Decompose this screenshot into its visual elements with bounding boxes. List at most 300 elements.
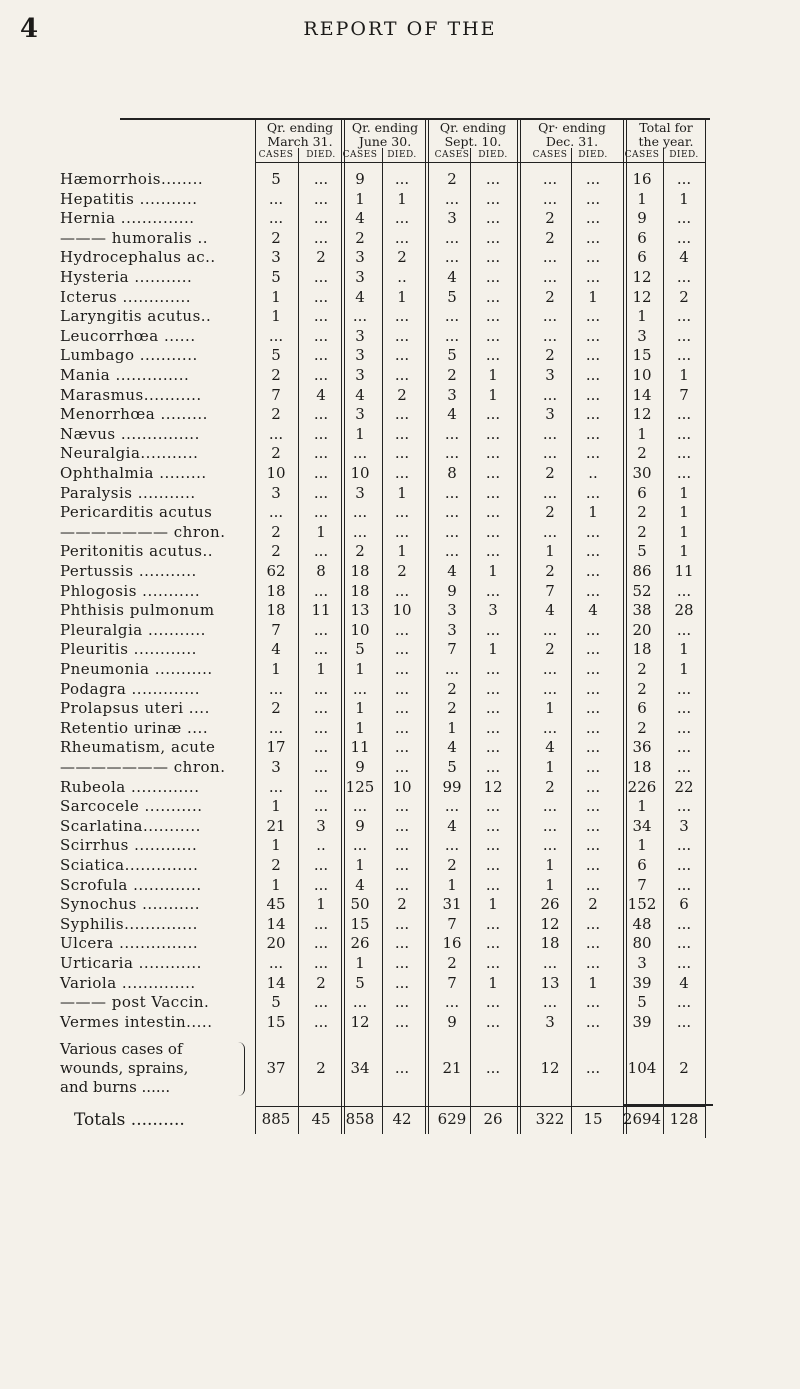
table-cell: ... [394, 934, 410, 953]
table-cell: ... [542, 522, 558, 541]
table-cell: ... [394, 973, 410, 992]
disease-label: Podagra ............. [60, 679, 201, 698]
died-subheader: DIED. [669, 150, 699, 160]
table-cell: ... [485, 836, 501, 855]
table-cell: ... [313, 287, 329, 306]
table-cell: ... [313, 189, 329, 208]
table-cell: ... [676, 424, 692, 443]
table-cell: 7 [271, 620, 281, 639]
disease-label: Phthisis pulmonum [60, 601, 215, 620]
table-cell: 2 [545, 228, 555, 247]
table-cell: .. [316, 836, 326, 855]
running-head: REPORT OF THE [303, 18, 497, 40]
table-cell: ... [485, 620, 501, 639]
table-cell: ... [542, 483, 558, 502]
disease-label: Pleuritis ............ [60, 640, 197, 659]
table-cell: 15 [266, 1012, 286, 1031]
disease-label: Hydrocephalus ac.. [60, 248, 216, 267]
table-cell: ... [268, 503, 284, 522]
table-cell: 1 [637, 307, 647, 326]
table-cell: 52 [632, 581, 652, 600]
table-cell: 11 [674, 562, 694, 580]
table-cell: ... [485, 581, 501, 600]
table-cell: 3 [488, 601, 498, 620]
table-cell: ... [585, 836, 601, 855]
table-cell: ... [394, 346, 410, 365]
table-cell: 2 [545, 640, 555, 659]
table-cell: ... [394, 581, 410, 600]
table-cell: 2 [545, 346, 555, 365]
table-cell: ... [585, 914, 601, 933]
table-cell: 1 [488, 895, 498, 914]
table-cell: ... [394, 464, 410, 482]
quarter-header-line1: Total for [639, 120, 693, 135]
table-cell: 1 [271, 307, 281, 326]
table-cell: ... [585, 209, 601, 228]
table-cell: ... [394, 424, 410, 443]
table-cell: ... [268, 209, 284, 228]
group-rule-left-2 [425, 118, 426, 1134]
quarter-header-line2: Dec. 31. [545, 134, 599, 149]
table-cell: 2 [637, 660, 647, 678]
table-cell: 18 [632, 758, 652, 776]
table-cell: ... [542, 836, 558, 855]
table-cell: ... [585, 405, 601, 424]
disease-label: Variola .............. [60, 973, 196, 992]
table-cell: ... [313, 914, 329, 933]
table-cell: ... [394, 660, 410, 678]
table-cell: ... [585, 954, 601, 972]
table-cell: ... [394, 170, 410, 188]
various-label-line2: wounds, sprains, [60, 1059, 189, 1078]
table-cell: 2 [637, 679, 647, 698]
table-cell: ... [676, 405, 692, 424]
cases-subheader: CASES [624, 150, 660, 160]
disease-label: Rubeola ............. [60, 777, 200, 796]
table-cell: ... [444, 444, 460, 463]
table-cell: ... [485, 444, 501, 463]
table-cell: 50 [350, 895, 370, 914]
table-cell: 3 [637, 326, 647, 345]
table-cell: 21 [266, 816, 286, 835]
table-cell: ... [394, 209, 410, 228]
table-cell: ... [585, 424, 601, 443]
table-cell: 26 [350, 934, 370, 953]
table-cell: 10 [266, 464, 286, 482]
group-rule-left-3 [517, 118, 518, 1134]
table-cell: 226 [627, 777, 657, 796]
died-subheader: DIED. [306, 150, 336, 160]
table-cell: 2 [447, 366, 457, 384]
table-cell: ... [313, 758, 329, 776]
table-cell: ... [485, 856, 501, 874]
table-cell: 3 [447, 620, 457, 639]
table-cell: ... [394, 405, 410, 424]
disease-label: Marasmus........... [60, 385, 202, 404]
table-cell: ... [585, 640, 601, 659]
table-cell: 7 [447, 914, 457, 933]
table-cell: ... [585, 718, 601, 737]
table-cell: 1 [488, 385, 498, 404]
quarter-header-line2: the year. [638, 134, 694, 149]
table-cell: ... [485, 914, 501, 933]
table-cell: ... [585, 738, 601, 757]
table-cell: ... [313, 268, 329, 286]
table-cell: 13 [350, 601, 370, 620]
table-cell: 1 [545, 758, 555, 776]
table-cell: ... [676, 856, 692, 874]
quarter-header-line2: March 31. [267, 134, 333, 149]
table-cell: ... [676, 209, 692, 228]
table-cell: ... [394, 954, 410, 972]
table-cell: 18 [350, 562, 370, 580]
table-cell: ... [394, 993, 410, 1012]
table-cell: 2 [447, 856, 457, 874]
table-cell: ... [485, 816, 501, 835]
table-cell: 1 [679, 503, 689, 522]
table-cell: ... [542, 993, 558, 1012]
table-cell: ... [313, 228, 329, 247]
table-cell: 62 [266, 562, 286, 580]
table-cell: 4 [316, 385, 326, 404]
table-cell: ... [485, 464, 501, 482]
table-cell: 2 [679, 1059, 689, 1078]
table-cell: ... [585, 326, 601, 345]
table-cell: 36 [632, 738, 652, 757]
table-cell: 1 [316, 660, 326, 678]
table-cell: 21 [442, 1059, 462, 1078]
table-cell: 4 [545, 601, 555, 620]
table-cell: ... [313, 444, 329, 463]
table-cell: ... [542, 326, 558, 345]
table-cell: 4 [355, 209, 365, 228]
table-cell: 12 [350, 1012, 370, 1031]
table-cell: ... [313, 777, 329, 796]
table-cell: 1 [545, 542, 555, 561]
table-cell: 22 [674, 777, 694, 796]
table-cell: 7 [637, 875, 647, 894]
table-cell: 2 [545, 209, 555, 228]
table-cell: ... [485, 307, 501, 326]
table-cell: ... [585, 993, 601, 1012]
table-cell: ... [485, 875, 501, 894]
table-cell: ... [394, 679, 410, 698]
table-cell: ... [444, 522, 460, 541]
disease-label: Rheumatism, acute [60, 738, 216, 757]
table-cell: 2 [355, 542, 365, 561]
table-cell: ... [444, 326, 460, 345]
table-cell: 3 [355, 346, 365, 365]
table-cell: ... [268, 189, 284, 208]
table-cell: ... [585, 385, 601, 404]
table-cell: 12 [540, 1059, 560, 1078]
table-cell: ... [394, 1012, 410, 1031]
table-cell: ... [394, 816, 410, 835]
table-cell: ... [485, 405, 501, 424]
table-cell: ... [542, 189, 558, 208]
table-cell: ... [485, 954, 501, 972]
table-cell: 3 [271, 248, 281, 267]
disease-label: Scrofula ............. [60, 875, 202, 894]
table-cell: ... [542, 816, 558, 835]
table-cell: ... [676, 170, 692, 188]
table-cell: 5 [447, 758, 457, 776]
table-cell: ... [585, 228, 601, 247]
totals-cell: 26 [483, 1110, 503, 1129]
table-cell: 2 [271, 228, 281, 247]
table-cell: 2 [271, 542, 281, 561]
table-cell: 1 [397, 189, 407, 208]
table-cell: 10 [350, 620, 370, 639]
table-cell: 7 [271, 385, 281, 404]
table-cell: ... [485, 209, 501, 228]
table-cell: 3 [316, 816, 326, 835]
table-cell: 6 [637, 856, 647, 874]
table-cell: ... [394, 522, 410, 541]
table-cell: ... [485, 483, 501, 502]
table-cell: 3 [545, 405, 555, 424]
table-cell: 6 [679, 895, 689, 914]
table-cell: ... [585, 699, 601, 718]
table-cell: 12 [632, 405, 652, 424]
table-cell: 18 [540, 934, 560, 953]
table-cell: 1 [447, 875, 457, 894]
table-cell: 1 [637, 424, 647, 443]
table-cell: ... [676, 307, 692, 326]
table-cell: 38 [632, 601, 652, 620]
disease-label: ——— humoralis .. [60, 228, 209, 247]
disease-label: Retentio urinæ .... [60, 718, 209, 737]
table-cell: 6 [637, 248, 647, 267]
table-cell: 4 [545, 738, 555, 757]
cases-subheader: CASES [258, 150, 294, 160]
table-cell: ... [585, 189, 601, 208]
table-cell: 1 [545, 856, 555, 874]
table-cell: 3 [447, 385, 457, 404]
group-rule-left-b-2 [428, 118, 429, 1134]
table-cell: ... [394, 699, 410, 718]
table-cell: ... [394, 758, 410, 776]
table-cell: 2 [271, 405, 281, 424]
table-cell: 5 [355, 640, 365, 659]
table-cell: 18 [266, 601, 286, 620]
table-cell: ... [352, 503, 368, 522]
table-cell: ... [585, 542, 601, 561]
table-cell: ... [313, 954, 329, 972]
table-cell: 15 [632, 346, 652, 365]
table-cell: 2 [447, 170, 457, 188]
table-cell: 5 [447, 287, 457, 306]
table-cell: 2 [397, 895, 407, 914]
table-cell: ... [676, 836, 692, 855]
table-cell: 2 [316, 1059, 326, 1078]
table-cell: ... [313, 797, 329, 816]
table-cell: 48 [632, 914, 652, 933]
table-cell: 8 [316, 562, 326, 580]
table-cell: ... [676, 934, 692, 953]
table-cell: ... [352, 522, 368, 541]
disease-label: Menorrhœa ......... [60, 405, 208, 424]
table-cell: ... [485, 248, 501, 267]
table-cell: ... [485, 424, 501, 443]
table-cell: ... [485, 268, 501, 286]
table-cell: 14 [266, 914, 286, 933]
table-cell: ... [313, 424, 329, 443]
table-cell: ... [394, 620, 410, 639]
table-cell: 1 [271, 836, 281, 855]
disease-label: Paralysis ........... [60, 483, 196, 502]
table-cell: 3 [679, 816, 689, 835]
table-cell: ... [394, 326, 410, 345]
table-cell: ... [313, 1012, 329, 1031]
table-cell: 4 [679, 248, 689, 267]
table-cell: 104 [627, 1059, 657, 1078]
page-number: 4 [20, 14, 39, 44]
table-cell: ... [313, 464, 329, 482]
table-cell: 2 [397, 248, 407, 267]
disease-label: Icterus ............. [60, 287, 192, 306]
table-cell: 1 [355, 424, 365, 443]
table-cell: ... [485, 993, 501, 1012]
table-cell: ... [585, 346, 601, 365]
table-cell: ... [585, 483, 601, 502]
table-cell: ... [585, 777, 601, 796]
totals-cell: 128 [669, 1110, 699, 1129]
disease-label: Scarlatina........... [60, 816, 201, 835]
table-cell: ... [313, 581, 329, 600]
table-cell: ... [313, 875, 329, 894]
table-cell: 1 [488, 640, 498, 659]
table-cell: 31 [442, 895, 462, 914]
totals-cell: 15 [583, 1110, 603, 1129]
table-cell: ... [444, 228, 460, 247]
table-cell: 1 [679, 542, 689, 561]
table-cell: 4 [447, 562, 457, 580]
table-cell: 5 [447, 346, 457, 365]
table-cell: ... [313, 542, 329, 561]
table-cell: 2 [397, 385, 407, 404]
table-cell: ... [542, 424, 558, 443]
disease-label: Ulcera ............... [60, 934, 199, 953]
table-cell: 2 [271, 856, 281, 874]
disease-label: Phlogosis ........... [60, 581, 201, 600]
table-cell: 1 [316, 895, 326, 914]
totals-cell: 42 [392, 1110, 412, 1129]
table-cell: 1 [271, 797, 281, 816]
table-cell: 17 [266, 738, 286, 757]
disease-label: Mania .............. [60, 366, 190, 384]
table-cell: 14 [266, 973, 286, 992]
table-cell: 4 [447, 816, 457, 835]
died-subheader: DIED. [478, 150, 508, 160]
table-cell: ... [676, 679, 692, 698]
table-cell: ... [676, 914, 692, 933]
table-cell: 3 [271, 483, 281, 502]
table-cell: ... [394, 228, 410, 247]
table-cell: ... [485, 679, 501, 698]
table-cell: 7 [545, 581, 555, 600]
table-cell: ... [676, 581, 692, 600]
table-cell: 2 [545, 464, 555, 482]
table-cell: 1 [679, 366, 689, 384]
disease-label: Sciatica.............. [60, 856, 199, 874]
table-cell: .. [397, 268, 407, 286]
table-cell: 1 [545, 875, 555, 894]
table-cell: 2 [545, 287, 555, 306]
table-cell: 1 [355, 660, 365, 678]
table-cell: 39 [632, 1012, 652, 1031]
table-cell: 9 [447, 581, 457, 600]
table-cell: 1 [545, 699, 555, 718]
table-cell: ... [268, 954, 284, 972]
table-cell: ... [585, 816, 601, 835]
table-cell: ... [444, 483, 460, 502]
table-cell: 4 [355, 385, 365, 404]
table-cell: ... [444, 189, 460, 208]
table-cell: 14 [632, 385, 652, 404]
table-cell: ... [394, 444, 410, 463]
table-cell: 4 [447, 405, 457, 424]
table-cell: .. [588, 464, 598, 482]
table-cell: 5 [637, 542, 647, 561]
table-cell: 18 [350, 581, 370, 600]
disease-label: Pleuralgia ........... [60, 620, 206, 639]
table-cell: 15 [350, 914, 370, 933]
various-label-line3: and burns ...... [60, 1078, 171, 1097]
table-cell: ... [585, 875, 601, 894]
table-cell: 3 [355, 248, 365, 267]
table-cell: ... [585, 856, 601, 874]
disease-label: Pneumonia ........... [60, 660, 213, 678]
table-cell: 7 [447, 640, 457, 659]
totals-cell: 885 [261, 1110, 291, 1129]
disease-label: Laryngitis acutus.. [60, 307, 212, 326]
table-cell: ... [676, 875, 692, 894]
disease-label: Hepatitis ........... [60, 189, 198, 208]
table-cell: 20 [632, 620, 652, 639]
table-cell: ... [485, 797, 501, 816]
table-cell: 2 [397, 562, 407, 580]
table-cell: ... [542, 679, 558, 698]
table-cell: ... [542, 660, 558, 678]
table-cell: 10 [350, 464, 370, 482]
table-cell: ... [542, 444, 558, 463]
table-cell: 1 [355, 189, 365, 208]
table-cell: 16 [632, 170, 652, 188]
table-cell: 1 [397, 287, 407, 306]
table-cell: ... [444, 424, 460, 443]
table-cell: ... [542, 170, 558, 188]
table-cell: ... [485, 758, 501, 776]
totals-rule [255, 1106, 705, 1107]
table-cell: ... [542, 268, 558, 286]
table-cell: ... [676, 326, 692, 345]
table-cell: 9 [355, 170, 365, 188]
table-cell: 2 [447, 954, 457, 972]
table-cell: ... [485, 287, 501, 306]
table-cell: 7 [447, 973, 457, 992]
disease-label: Neuralgia........... [60, 444, 199, 463]
table-cell: ... [394, 856, 410, 874]
table-cell: ... [542, 307, 558, 326]
table-cell: ... [542, 248, 558, 267]
table-cell: 10 [392, 777, 412, 796]
table-cell: ... [485, 503, 501, 522]
table-cell: ... [394, 503, 410, 522]
header-bottom-rule [255, 162, 705, 163]
brace-mark [238, 1042, 245, 1096]
table-cell: 37 [266, 1059, 286, 1078]
